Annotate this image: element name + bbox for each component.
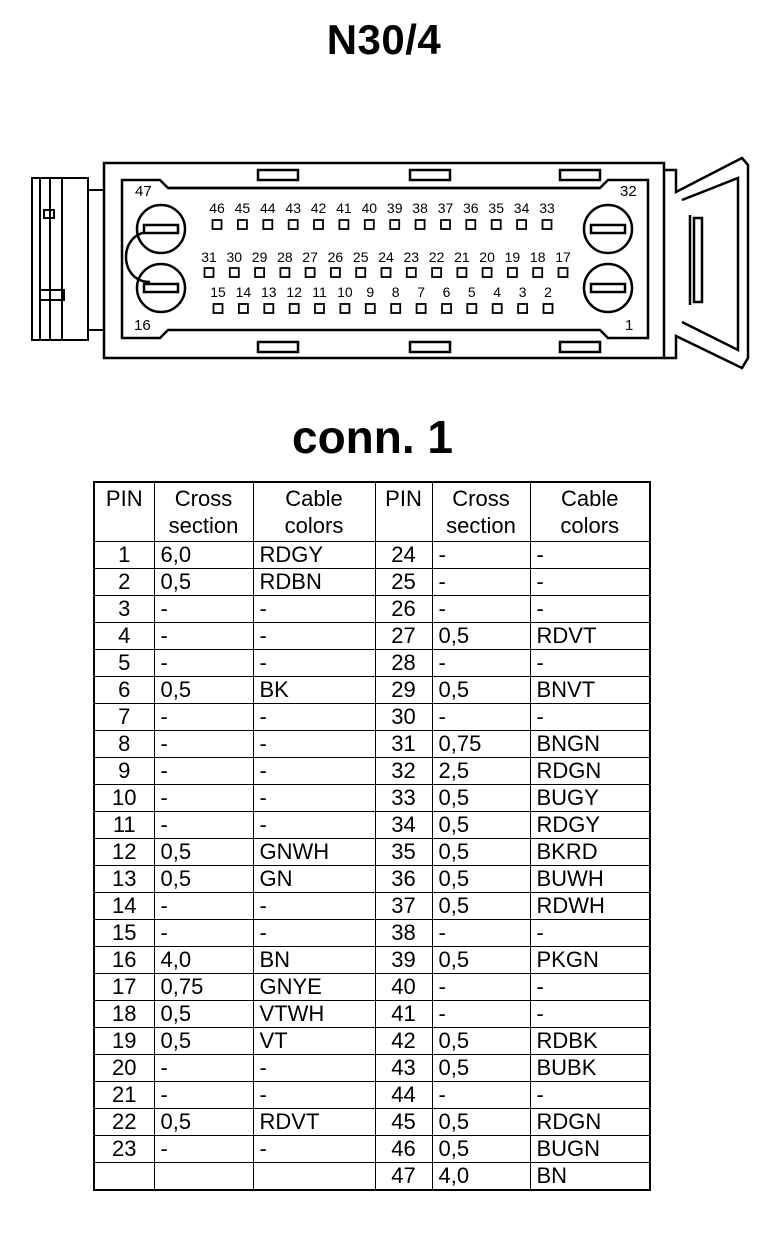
table-row (94, 1001, 650, 1028)
pin-socket (442, 304, 451, 313)
cable-color-cell: - (253, 758, 375, 785)
corner-label-32: 32 (620, 183, 637, 200)
header-cross-section: Cross section (154, 482, 253, 542)
pin-cell: 32 (375, 758, 432, 785)
table-row (94, 704, 650, 731)
pin-socket (340, 304, 349, 313)
cross-section-cell: - (154, 920, 253, 947)
cross-section-cell: - (154, 785, 253, 812)
cable-color-cell: - (530, 569, 650, 596)
cross-section-cell: 0,5 (432, 785, 530, 812)
pin-socket (518, 304, 527, 313)
pin-number-label: 45 (234, 200, 251, 216)
cross-section-cell: - (154, 1082, 253, 1109)
pin-number-label: 13 (261, 284, 277, 300)
screw-bottom-right (584, 264, 632, 312)
cross-section-cell: - (432, 1082, 530, 1109)
pin-number-label: 41 (336, 200, 352, 216)
cross-section-cell: - (154, 596, 253, 623)
cable-color-cell: BNVT (530, 677, 650, 704)
cable-color-cell: - (253, 1136, 375, 1163)
pin-socket (533, 268, 542, 277)
cross-section-cell: - (432, 1001, 530, 1028)
pin-number-label: 22 (428, 249, 445, 265)
pin-number-label: 3 (518, 284, 527, 300)
pin-socket (390, 220, 399, 229)
cable-color-cell: GNWH (253, 839, 375, 866)
cross-section-cell: - (154, 1136, 253, 1163)
pin-number-label: 18 (529, 249, 546, 265)
table-row (94, 569, 650, 596)
header-pin-2: PIN (375, 482, 432, 542)
cross-section-cell: 0,5 (154, 866, 253, 893)
cable-color-cell: RDVT (253, 1109, 375, 1136)
cross-section-cell: - (154, 704, 253, 731)
cable-color-cell: - (253, 731, 375, 758)
pin-socket (417, 304, 426, 313)
cross-section-cell: 0,5 (432, 623, 530, 650)
cross-section-cell: - (432, 650, 530, 677)
pin-cell: 20 (94, 1055, 154, 1082)
pin-socket (517, 220, 526, 229)
pin-cell: 28 (375, 650, 432, 677)
pin-cell: 33 (375, 785, 432, 812)
pin-number-label: 10 (337, 284, 353, 300)
pin-number-label: 6 (442, 284, 451, 300)
screw-bottom-left (137, 264, 185, 312)
cable-color-cell: - (253, 650, 375, 677)
screw-top-left (137, 205, 185, 253)
pin-cell: 40 (375, 974, 432, 1001)
pin-cell: 37 (375, 893, 432, 920)
cross-section-cell: 0,5 (432, 893, 530, 920)
header-pin: PIN (94, 482, 154, 542)
cross-section-cell: - (432, 704, 530, 731)
connector-subtitle: conn. 1 (291, 411, 454, 463)
pin-number-label: 28 (277, 249, 293, 265)
cross-section-cell: 0,5 (154, 569, 253, 596)
pin-socket (205, 268, 214, 277)
pin-number-label: 25 (352, 249, 369, 265)
cable-color-cell: BUGY (530, 785, 650, 812)
pin-number-label: 20 (479, 249, 495, 265)
pin-cell: 46 (375, 1136, 432, 1163)
cable-color-cell: - (530, 1001, 650, 1028)
pin-socket (559, 268, 568, 277)
cable-color-cell: - (253, 812, 375, 839)
pin-socket (407, 268, 416, 277)
pin-socket (356, 268, 365, 277)
cable-color-cell: - (253, 596, 375, 623)
pin-socket (315, 304, 324, 313)
cable-color-cell: BUBK (530, 1055, 650, 1082)
cross-section-cell: 0,5 (432, 1109, 530, 1136)
table-row (94, 1163, 650, 1191)
pin-cell: 27 (375, 623, 432, 650)
cable-color-cell: BUGN (530, 1136, 650, 1163)
table-row (94, 893, 650, 920)
cable-color-cell: BK (253, 677, 375, 704)
cross-section-cell: 0,5 (154, 677, 253, 704)
cable-color-cell: BNGN (530, 731, 650, 758)
table-row (94, 866, 650, 893)
table-row (94, 1028, 650, 1055)
cross-section-cell: - (154, 812, 253, 839)
connector-diagram (0, 140, 768, 380)
cable-color-cell: - (253, 920, 375, 947)
pin-number-label: 27 (302, 249, 318, 265)
pin-cell: 44 (375, 1082, 432, 1109)
pin-table (93, 481, 651, 1191)
cable-color-cell: - (253, 893, 375, 920)
pin-number-label: 11 (312, 284, 327, 300)
pin-cell: 1 (94, 542, 154, 569)
pin-socket (239, 304, 248, 313)
table-row (94, 542, 650, 569)
cable-color-cell: RDGY (530, 812, 650, 839)
pin-socket (366, 304, 375, 313)
pin-socket (492, 220, 501, 229)
cross-section-cell: 4,0 (432, 1163, 530, 1191)
table-row (94, 1136, 650, 1163)
corner-label-16: 16 (134, 317, 151, 334)
table-row (94, 920, 650, 947)
cross-section-cell: - (154, 893, 253, 920)
pin-socket (441, 220, 450, 229)
header-cable-colors-2: Cable colors (530, 482, 650, 542)
pin-cell: 17 (94, 974, 154, 1001)
pin-number-label: 26 (327, 249, 344, 265)
pin-number-label: 23 (403, 249, 420, 265)
pin-socket (493, 304, 502, 313)
pin-socket (314, 220, 323, 229)
cross-section-cell: 2,5 (432, 758, 530, 785)
table-row (94, 677, 650, 704)
cable-color-cell: - (530, 704, 650, 731)
cross-section-cell: - (154, 731, 253, 758)
pin-cell: 42 (375, 1028, 432, 1055)
pin-number-label: 8 (391, 284, 400, 300)
pin-number-label: 4 (493, 284, 502, 300)
pin-cell: 38 (375, 920, 432, 947)
pin-cell: 36 (375, 866, 432, 893)
pin-cell: 30 (375, 704, 432, 731)
pin-number-label: 40 (361, 200, 378, 216)
pin-socket (280, 268, 289, 277)
pin-cell: 41 (375, 1001, 432, 1028)
pin-socket (230, 268, 239, 277)
pin-rows (201, 200, 571, 313)
pin-cell: 14 (94, 893, 154, 920)
cable-color-cell: - (530, 920, 650, 947)
pin-socket (306, 268, 315, 277)
cable-color-cell: RDBN (253, 569, 375, 596)
pin-cell: 45 (375, 1109, 432, 1136)
cross-section-cell: 0,5 (154, 1028, 253, 1055)
pin-socket (264, 304, 273, 313)
pin-socket (543, 220, 552, 229)
cable-color-cell: VTWH (253, 1001, 375, 1028)
pin-number-label: 42 (310, 200, 327, 216)
pin-number-label: 12 (286, 284, 302, 300)
pin-cell: 12 (94, 839, 154, 866)
pin-cell: 19 (94, 1028, 154, 1055)
cross-section-cell (154, 1163, 253, 1191)
cable-color-cell: BKRD (530, 839, 650, 866)
pin-number-label: 37 (437, 200, 454, 216)
pin-socket (466, 220, 475, 229)
cable-color-cell: - (253, 623, 375, 650)
pin-cell: 24 (375, 542, 432, 569)
cable-color-cell: - (530, 974, 650, 1001)
table-row (94, 650, 650, 677)
pin-number-label: 21 (454, 249, 470, 265)
pin-cell: 29 (375, 677, 432, 704)
pin-cell: 11 (94, 812, 154, 839)
cross-section-cell: - (154, 758, 253, 785)
pin-number-label: 44 (260, 200, 276, 216)
pin-socket (382, 268, 391, 277)
cable-color-cell: VT (253, 1028, 375, 1055)
cable-color-cell: RDGN (530, 758, 650, 785)
pin-number-label: 29 (251, 249, 268, 265)
pin-number-label: 33 (539, 200, 555, 216)
cable-color-cell: BN (530, 1163, 650, 1191)
cable-color-cell: GN (253, 866, 375, 893)
cable-color-cell: RDBK (530, 1028, 650, 1055)
cross-section-cell: - (432, 542, 530, 569)
pin-cell: 4 (94, 623, 154, 650)
pin-socket (365, 220, 374, 229)
pin-cell: 13 (94, 866, 154, 893)
cross-section-cell: 0,5 (432, 839, 530, 866)
cable-color-cell: RDVT (530, 623, 650, 650)
cross-section-cell: 0,5 (154, 839, 253, 866)
pin-cell: 6 (94, 677, 154, 704)
pin-cell: 8 (94, 731, 154, 758)
cable-color-cell: RDGY (253, 542, 375, 569)
pin-cell: 21 (94, 1082, 154, 1109)
pin-number-label: 46 (209, 200, 225, 216)
pin-cell: 35 (375, 839, 432, 866)
pin-socket (255, 268, 264, 277)
table-row (94, 812, 650, 839)
pin-number-label: 39 (386, 200, 403, 216)
pin-cell: 47 (375, 1163, 432, 1191)
cable-color-cell: PKGN (530, 947, 650, 974)
pin-number-label: 30 (226, 249, 243, 265)
table-row (94, 1055, 650, 1082)
pin-cell: 15 (94, 920, 154, 947)
corner-label-47: 47 (135, 183, 152, 200)
cross-section-cell: 0,5 (432, 812, 530, 839)
cross-section-cell: 0,5 (432, 677, 530, 704)
pin-socket (214, 304, 223, 313)
pin-cell: 39 (375, 947, 432, 974)
diagram-title: N30/4 (326, 16, 442, 63)
pin-cell: 3 (94, 596, 154, 623)
table-row (94, 623, 650, 650)
table-row (94, 596, 650, 623)
pin-cell: 18 (94, 1001, 154, 1028)
pin-socket (508, 268, 517, 277)
pin-socket (339, 220, 348, 229)
pin-socket (467, 304, 476, 313)
cable-color-cell: - (530, 650, 650, 677)
pin-number-label: 31 (201, 249, 217, 265)
pin-socket (238, 220, 247, 229)
pin-socket (432, 268, 441, 277)
pin-number-label: 24 (378, 249, 394, 265)
cross-section-cell: 6,0 (154, 542, 253, 569)
pin-cell: 7 (94, 704, 154, 731)
cross-section-cell: - (154, 650, 253, 677)
table-row (94, 974, 650, 1001)
table-row (94, 731, 650, 758)
pin-socket (290, 304, 299, 313)
cable-color-cell: RDGN (530, 1109, 650, 1136)
cable-color-cell: GNYE (253, 974, 375, 1001)
cross-section-cell: - (432, 974, 530, 1001)
header-cross-section-2: Cross section (432, 482, 530, 542)
pin-cell: 34 (375, 812, 432, 839)
table-row (94, 839, 650, 866)
pin-number-label: 9 (366, 284, 375, 300)
pin-socket (544, 304, 553, 313)
header-cable-colors: Cable colors (253, 482, 375, 542)
cross-section-cell: - (432, 596, 530, 623)
table-row (94, 785, 650, 812)
cable-color-cell: - (253, 1055, 375, 1082)
corner-label-1: 1 (625, 317, 634, 334)
pin-number-label: 7 (417, 284, 425, 300)
pin-cell: 10 (94, 785, 154, 812)
pin-number-label: 19 (504, 249, 521, 265)
pin-cell: 16 (94, 947, 154, 974)
pin-cell (94, 1163, 154, 1191)
cross-section-cell: 0,5 (432, 1055, 530, 1082)
pin-cell: 22 (94, 1109, 154, 1136)
screw-top-right (584, 205, 632, 253)
cable-color-cell: - (253, 1082, 375, 1109)
left-latch (32, 178, 104, 340)
cross-section-cell: 0,5 (154, 1001, 253, 1028)
cross-section-cell: - (154, 1055, 253, 1082)
pin-socket (391, 304, 400, 313)
pin-number-label: 36 (463, 200, 479, 216)
pin-cell: 9 (94, 758, 154, 785)
cross-section-cell: 0,5 (432, 1028, 530, 1055)
pin-number-label: 35 (488, 200, 504, 216)
pin-socket (289, 220, 298, 229)
pin-number-label: 38 (412, 200, 428, 216)
cable-color-cell: - (530, 596, 650, 623)
cable-color-cell: - (253, 704, 375, 731)
cross-section-cell: 0,5 (432, 947, 530, 974)
cable-color-cell: RDWH (530, 893, 650, 920)
cross-section-cell: 0,5 (154, 1109, 253, 1136)
cable-color-cell: - (253, 785, 375, 812)
cross-section-cell: - (432, 569, 530, 596)
pin-cell: 25 (375, 569, 432, 596)
pin-cell: 43 (375, 1055, 432, 1082)
cable-color-cell: BUWH (530, 866, 650, 893)
cross-section-cell: 0,75 (154, 974, 253, 1001)
pin-number-label: 15 (210, 284, 226, 300)
pin-cell: 2 (94, 569, 154, 596)
cable-color-cell: - (530, 1082, 650, 1109)
pin-socket (263, 220, 272, 229)
table-row (94, 947, 650, 974)
cross-section-cell: - (154, 623, 253, 650)
right-handle (664, 158, 748, 368)
cable-color-cell: - (530, 542, 650, 569)
cross-section-cell: 4,0 (154, 947, 253, 974)
pin-number-label: 14 (235, 284, 252, 300)
pin-socket (457, 268, 466, 277)
pin-socket (331, 268, 340, 277)
cross-section-cell: 0,5 (432, 1136, 530, 1163)
cable-color-cell (253, 1163, 375, 1191)
pin-socket (416, 220, 425, 229)
pin-cell: 26 (375, 596, 432, 623)
cross-section-cell: 0,5 (432, 866, 530, 893)
pin-number-label: 2 (544, 284, 552, 300)
pin-number-label: 34 (513, 200, 530, 216)
cross-section-cell: - (432, 920, 530, 947)
table-row (94, 1082, 650, 1109)
pin-socket (213, 220, 222, 229)
pin-cell: 23 (94, 1136, 154, 1163)
table-header-row (94, 482, 650, 542)
pin-number-label: 5 (467, 284, 476, 300)
cable-color-cell: BN (253, 947, 375, 974)
pin-cell: 31 (375, 731, 432, 758)
pin-socket (483, 268, 492, 277)
pin-cell: 5 (94, 650, 154, 677)
pin-number-label: 17 (555, 249, 571, 265)
cross-section-cell: 0,75 (432, 731, 530, 758)
pin-number-label: 43 (285, 200, 301, 216)
table-row (94, 758, 650, 785)
table-row (94, 1109, 650, 1136)
